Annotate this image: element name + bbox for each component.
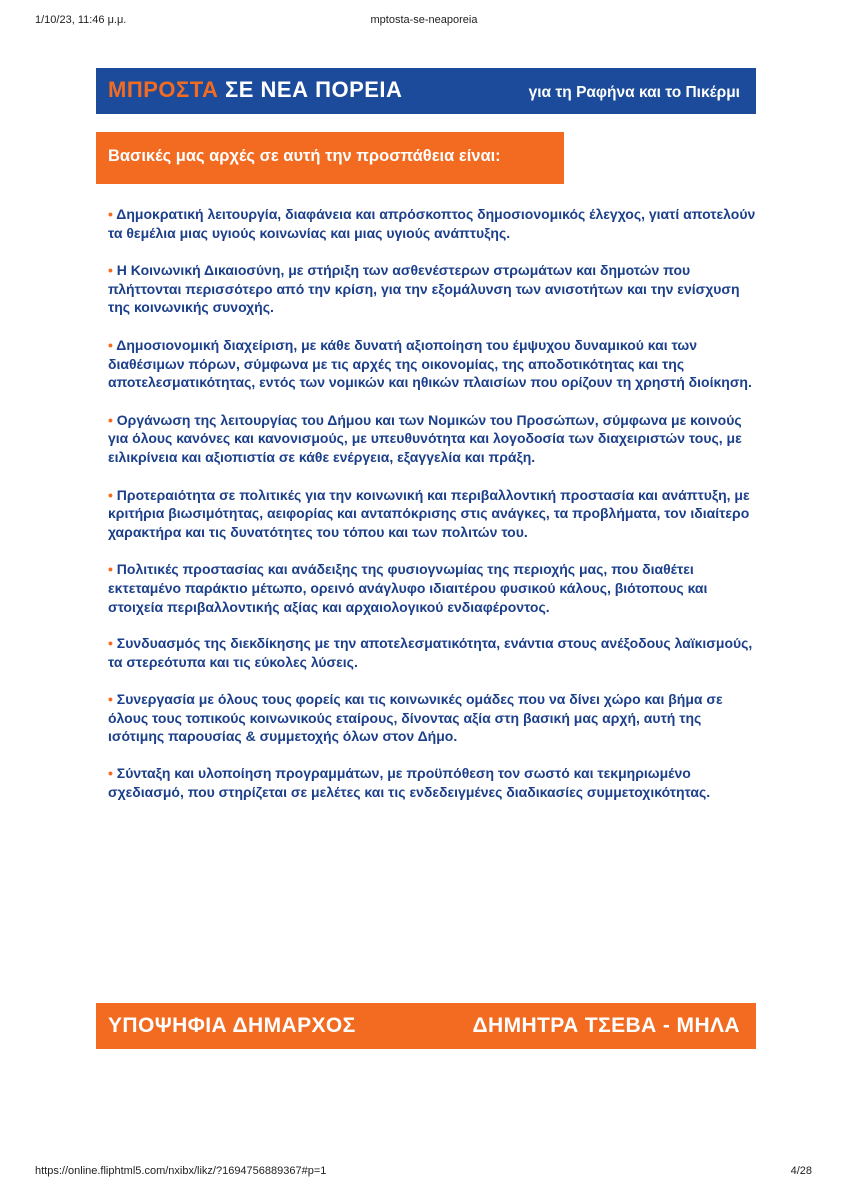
principle-item [108, 560, 758, 616]
bullet-icon: • [108, 765, 113, 782]
principle-text: Η Κοινωνική Δικαιοσύνη, με στήριξη των ασθενέστερων στρωμάτων και δημοτών που πλήττονται περισσότερο από την κρίση, για την εξομάλυνση των ανισοτήτων και την ενίσχυση της κοινωνικής συνοχής. [108, 262, 740, 316]
principle-item [108, 486, 758, 542]
bullet-icon: • [108, 561, 113, 578]
print-page-number: 4/28 [790, 1165, 812, 1177]
campaign-title-banner [96, 68, 756, 114]
campaign-title-rest: ΣΕ ΝΕΑ ΠΟΡΕΙΑ [218, 77, 403, 102]
print-header [0, 14, 848, 28]
bullet-icon: • [108, 691, 113, 708]
principle-text: Συνδυασμός της διεκδίκησης με την αποτελεσματικότητα, ενάντια στους ανέξοδους λαϊκισμούς, τα στερεότυπα και τις εύκολες λύσεις. [108, 635, 753, 670]
bullet-icon: • [108, 635, 113, 652]
candidate-banner [96, 1003, 756, 1049]
principle-text: Δημοσιονομική διαχείριση, με κάθε δυνατή αξιοποίηση του έμψυχου δυναμικού και των διαθέσιμων πόρων, σύμφωνα με τις αρχές της οικονομίας, της αποδοτικότητας και της αποτελεσματικότητας, εντός των νομικών και ηθικών πλαισίων που ορίζουν τη χρηστή διοίκηση. [108, 336, 752, 391]
bullet-icon: • [108, 411, 113, 428]
principle-text: Οργάνωση της λειτουργίας του Δήμου και των Νομικών του Προσώπων, σύμφωνα με κοινούς για όλους κανόνες και κανονισμούς, με υπευθυνότητα και λογοδοσία των διαχειριστών τους, με ειλικρίνεια και αξιοπιστία σε κάθε ενέργεια, εξαγγελία και πράξη. [108, 411, 742, 465]
principle-item [108, 764, 758, 801]
principles-heading: Βασικές μας αρχές σε αυτή την προσπάθεια είναι: [108, 147, 501, 165]
print-footer [0, 1165, 848, 1179]
bullet-icon: • [108, 486, 113, 503]
bullet-icon: • [108, 206, 113, 222]
campaign-title-accent: ΜΠΡΟΣΤΑ [108, 77, 219, 102]
print-url: https://online.fliphtml5.com/nxibx/likz/?1694756889367#p=1 [35, 1165, 327, 1177]
bullet-icon: • [108, 262, 113, 279]
principle-text: Πολιτικές προστασίας και ανάδειξης της φυσιογνωμίας της περιοχής μας, που διαθέτει εκτεταμένο παράκτιο μέτωπο, ορεινό ανάγλυφο ιδιαιτέρου φυσικού κάλους, βιότοπους και στοιχεία περιβαλλοντικής αξίας και αρχαιολογικού ενδιαφέροντος. [108, 561, 708, 615]
principle-text: Συνεργασία με όλους τους φορείς και τις κοινωνικές ομάδες που να δίνει χώρο και βήμα σε όλους τους τοπικούς κοινωνικούς εταίρους, δίνοντας αξία στη βασική μας αρχή, αυτή της ισότιμης παρουσίας & συμμετοχής όλων στον Δήμο. [108, 691, 723, 745]
principle-item [108, 336, 758, 392]
principle-item [108, 261, 758, 317]
candidate-role: ΥΠΟΨΗΦΙΑ ΔΗΜΑΡΧΟΣ [108, 1014, 356, 1037]
print-datetime: 1/10/23, 11:46 μ.μ. [35, 14, 127, 26]
principle-text: Σύνταξη και υλοποίηση προγραμμάτων, με προϋπόθεση τον σωστό και τεκμηριωμένο σχεδιασμό, που στηρίζεται σε μελέτες και τις ενδεδειγμένες διαδικασίες συμμετοχικότητας. [108, 765, 711, 800]
principle-text: Δημοκρατική λειτουργία, διαφάνεια και απρόσκοπτος δημοσιονομικός έλεγχος, γιατί αποτελούν τα θεμέλια μιας υγιούς κοινωνίας και μιας υγιούς ανάπτυξης. [108, 206, 756, 241]
principles-list [108, 205, 758, 801]
campaign-subtitle: για τη Ραφήνα και το Πικέρμι [528, 84, 740, 101]
bullet-icon: • [108, 336, 113, 353]
campaign-title [108, 77, 402, 103]
principle-item [108, 690, 758, 746]
principle-item [108, 205, 758, 242]
principle-text: Προτεραιότητα σε πολιτικές για την κοινωνική και περιβαλλοντική προστασία και ανάπτυξη, με κριτήρια βιωσιμότητας, αειφορίας και ανταπόκρισης στις ανάγκες, τα προβλήματα, τον ιδιαίτερο χαρακτήρα και τις δυνατότητες του τόπου και των πολιτών του. [108, 486, 750, 540]
principle-item [108, 634, 758, 671]
candidate-name: ΔΗΜΗΤΡΑ ΤΣΕΒΑ - ΜΗΛΑ [472, 1014, 740, 1037]
print-page-title: mptosta-se-neaporeia [370, 14, 478, 26]
principles-heading-box [96, 132, 564, 184]
principle-item [108, 411, 758, 467]
